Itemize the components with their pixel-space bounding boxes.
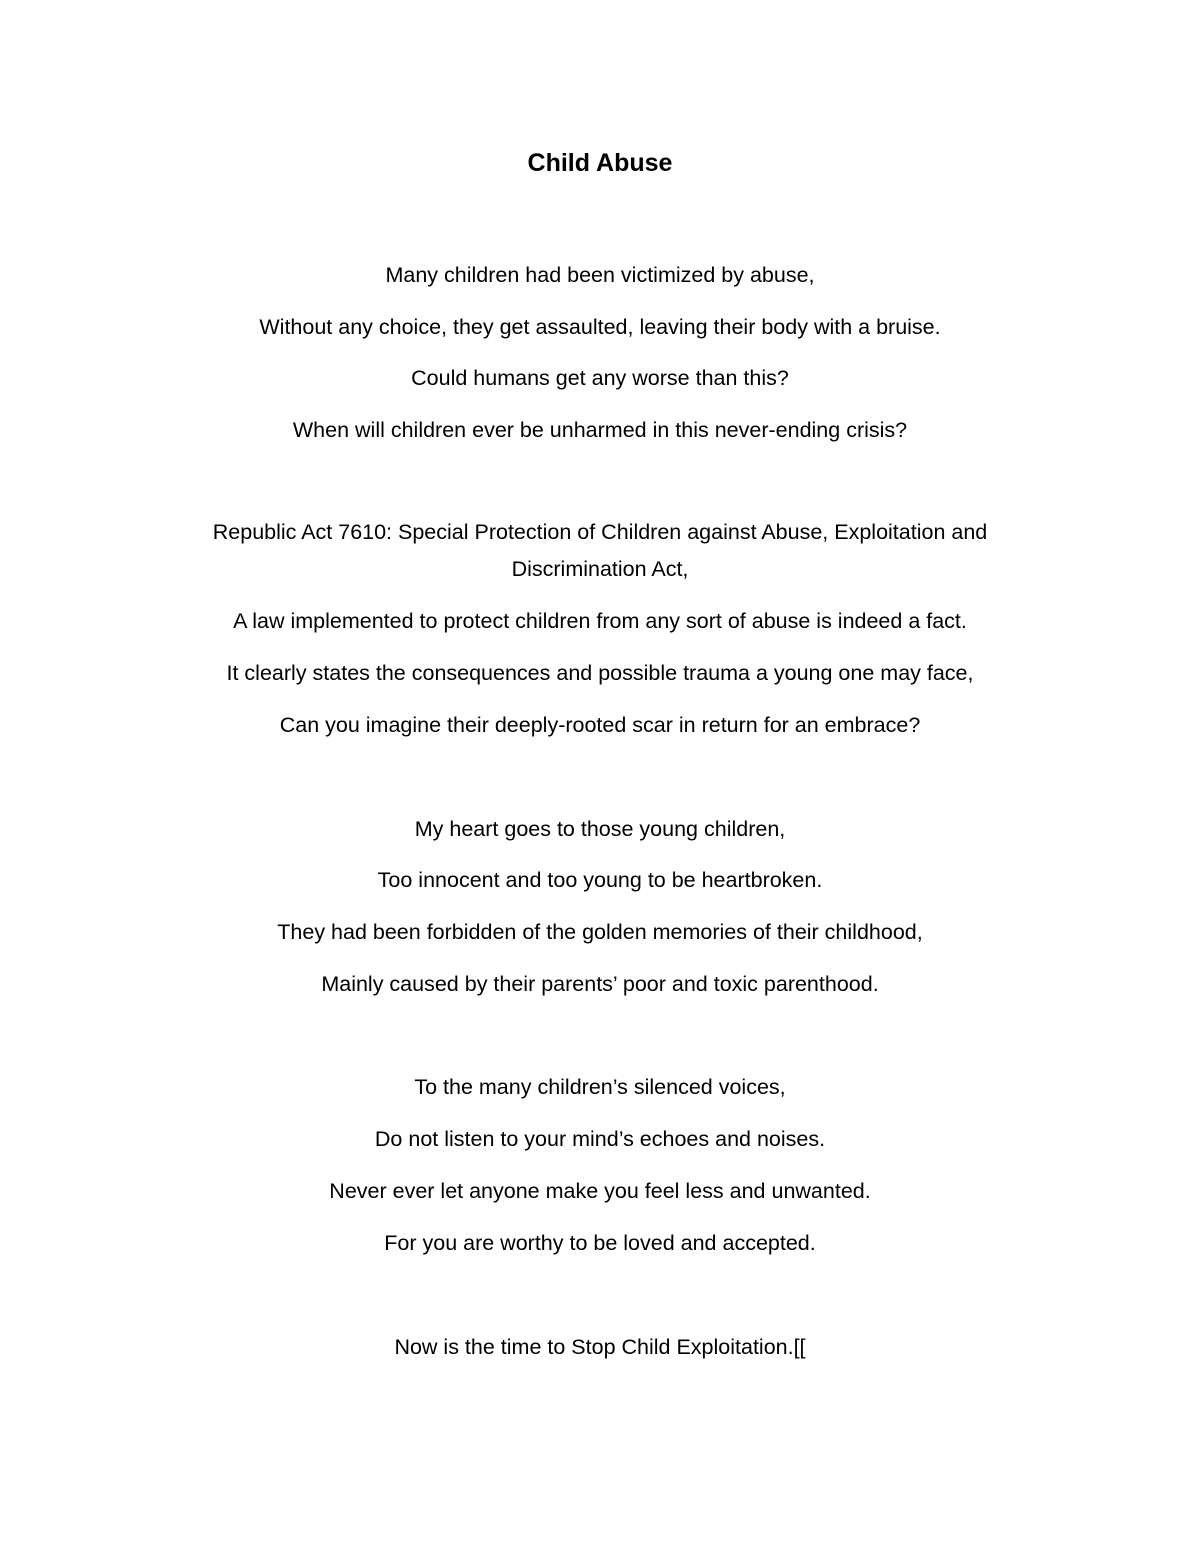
poem-line: Do not listen to your mind’s echoes and noises. (374, 1127, 826, 1151)
poem-line: A law implemented to protect children from any sort of abuse is indeed a fact. (233, 609, 967, 633)
poem-line: Many children had been victimized by abuse, (385, 263, 815, 287)
poem-line: For you are worthy to be loved and accepted. (384, 1231, 816, 1255)
poem-line: Without any choice, they get assaulted, leaving their body with a bruise. (259, 315, 941, 339)
poem-title: Child Abuse (527, 149, 673, 177)
poem-line: Mainly caused by their parents’ poor and toxic parenthood. (321, 972, 879, 996)
poem-line: Never ever let anyone make you feel less and unwanted. (329, 1179, 871, 1203)
poem-line: Discrimination Act, (511, 557, 689, 581)
poem-line: It clearly states the consequences and possible trauma a young one may face, (226, 661, 974, 685)
poem-line: Republic Act 7610: Special Protection of Children against Abuse, Exploitation and (212, 520, 988, 544)
poem-line: They had been forbidden of the golden memories of their childhood, (277, 920, 923, 944)
poem-line: When will children ever be unharmed in this never-ending crisis? (292, 418, 908, 442)
closing-line: Now is the time to Stop Child Exploitation.[[ (394, 1335, 806, 1359)
poem-line: Can you imagine their deeply-rooted scar in return for an embrace? (279, 713, 921, 737)
poem-line: To the many children’s silenced voices, (414, 1075, 786, 1099)
poem-line: Could humans get any worse than this? (411, 366, 789, 390)
poem-line: My heart goes to those young children, (414, 817, 786, 841)
poem-line: Too innocent and too young to be heartbroken. (377, 868, 823, 892)
